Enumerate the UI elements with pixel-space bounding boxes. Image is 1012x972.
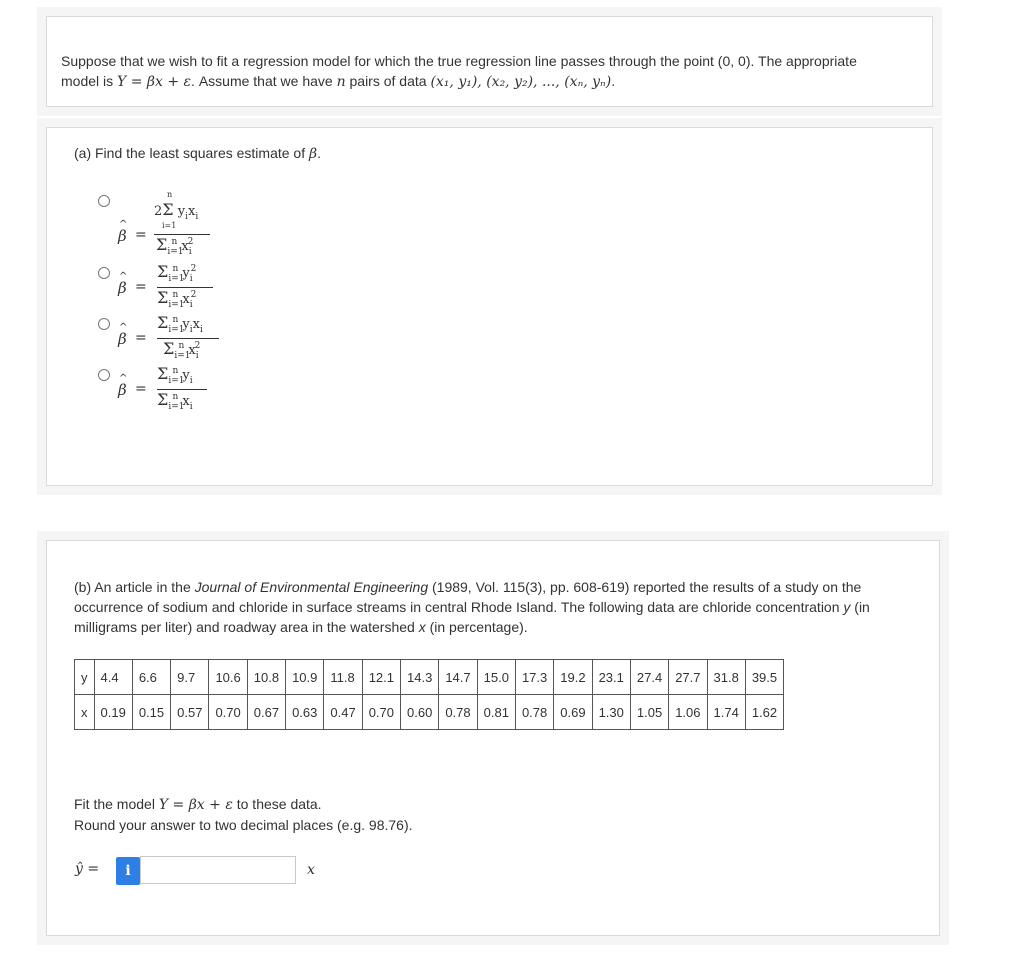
table-cell-x: 0.81: [477, 695, 515, 730]
table-cell-x: 1.74: [707, 695, 745, 730]
table-cell-y: 15.0: [477, 660, 515, 695]
table-cell-y: 11.8: [324, 660, 362, 695]
part-a-prompt: (a) Find the least squares estimate of β.: [74, 145, 321, 162]
option-3-radio[interactable]: [98, 318, 110, 330]
journal-name: Journal of Environmental Engineering: [194, 579, 429, 595]
table-cell-y: 27.4: [630, 660, 668, 695]
intro-line-1: Suppose that we wish to fit a regression model for which the true regression line passes through the point (0, 0). The appropriate: [61, 53, 857, 69]
table-cell-x: 0.67: [247, 695, 285, 730]
table-cell-x: 0.70: [362, 695, 400, 730]
table-cell-x: 0.57: [171, 695, 209, 730]
table-cell-x: 0.78: [515, 695, 553, 730]
row-header-x: x: [75, 695, 95, 730]
option-4-radio[interactable]: [98, 369, 110, 381]
option-1-radio[interactable]: [98, 195, 110, 207]
table-cell-x: 0.78: [439, 695, 477, 730]
y-hat-label: ŷ =: [75, 861, 100, 877]
row-header-y: y: [75, 660, 95, 695]
table-cell-y: 10.9: [286, 660, 324, 695]
table-cell-x: 0.63: [286, 695, 324, 730]
table-cell-x: 0.47: [324, 695, 362, 730]
fit-equation: Y = βx + ε: [158, 797, 233, 813]
table-cell-y: 10.8: [247, 660, 285, 695]
beta-hat-accent: ^: [119, 219, 128, 230]
table-cell-x: 1.06: [669, 695, 707, 730]
table-cell-y: 4.4: [94, 660, 132, 695]
table-cell-y: 17.3: [515, 660, 553, 695]
table-cell-y: 9.7: [171, 660, 209, 695]
table-cell-y: 12.1: [362, 660, 400, 695]
info-icon[interactable]: i: [116, 857, 140, 885]
table-cell-y: 27.7: [669, 660, 707, 695]
table-cell-y: 31.8: [707, 660, 745, 695]
table-cell-x: 0.60: [401, 695, 439, 730]
table-cell-x: 1.05: [630, 695, 668, 730]
intro-text: [61, 51, 921, 92]
table-row-y: [75, 660, 784, 695]
fit-instructions: Fit the model Y = βx + ε to these data. Round your answer to two decimal places (e.g. 98.76).: [74, 796, 413, 833]
round-note: Round your answer to two decimal places (e.g. 98.76).: [74, 817, 413, 833]
table-cell-x: 1.30: [592, 695, 630, 730]
table-row-x: [75, 695, 784, 730]
data-pairs: (x₁, y₁), (x₂, y₂), ..., (xₙ, yₙ): [430, 74, 612, 90]
table-cell-x: 0.69: [554, 695, 592, 730]
intro-line-2: model is Y = βx + ε. Assume that we have n pairs of data (x₁, y₁), (x₂, y₂), ..., (xₙ, yₙ).: [61, 73, 616, 90]
x-suffix: x: [307, 862, 315, 878]
part-b-text: (b) An article in the Journal of Environmental Engineering (1989, Vol. 115(3), pp. 608-619) reported the results of a study on the occurrence of sodium and chloride in surface streams in central Rhode Island. The following data are chloride concentration y (in milligrams per liter) and roadway area in the watershed x (in percentage).: [74, 579, 870, 635]
answer-input[interactable]: [140, 856, 296, 884]
table-cell-x: 0.19: [94, 695, 132, 730]
table-cell-y: 23.1: [592, 660, 630, 695]
beta-hat-symbol: β: [118, 227, 127, 245]
table-cell-y: 39.5: [745, 660, 783, 695]
table-cell-x: 0.15: [132, 695, 170, 730]
data-table: [74, 659, 784, 730]
table-cell-y: 19.2: [554, 660, 592, 695]
table-cell-y: 6.6: [132, 660, 170, 695]
option-2-radio[interactable]: [98, 267, 110, 279]
table-cell-y: 14.3: [401, 660, 439, 695]
table-cell-y: 10.6: [209, 660, 247, 695]
table-cell-y: 14.7: [439, 660, 477, 695]
model-equation: Y = βx + ε: [117, 74, 192, 90]
table-cell-x: 0.70: [209, 695, 247, 730]
table-cell-x: 1.62: [745, 695, 783, 730]
